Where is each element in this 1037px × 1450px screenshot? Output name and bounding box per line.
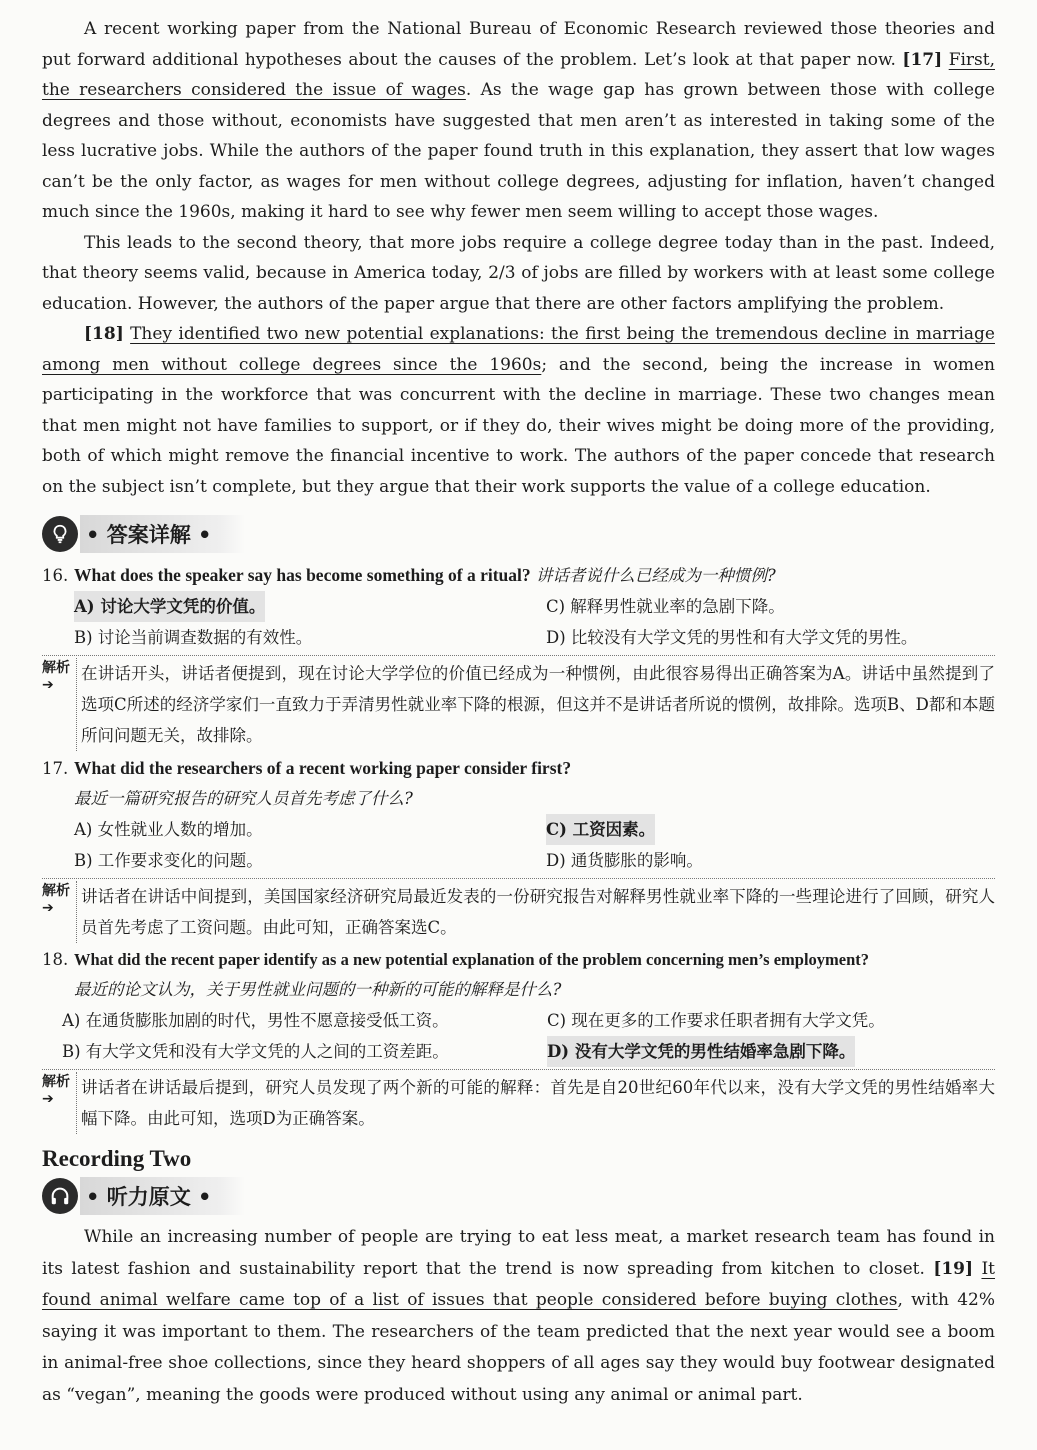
section-title: • 答案详解 •	[80, 515, 245, 553]
options-16	[42, 591, 995, 653]
analysis-text: 讲话者在讲话最后提到，研究人员发现了两个新的可能的解释：首先是自20世纪60年代以来，没有大学文凭的男性结婚率大幅下降。由此可知，选项D为正确答案。	[76, 1072, 995, 1134]
question-18	[42, 945, 995, 975]
analysis-label: 解析 ➔	[42, 660, 70, 693]
option-d: D) 比较没有大学文凭的男性和有大学文凭的男性。	[546, 628, 918, 647]
question-text-en: What did the researchers of a recent working paper consider first?	[74, 758, 572, 778]
option-a: A) 讨论大学文凭的价值。	[74, 591, 265, 622]
question-marker: [19]	[933, 1258, 974, 1279]
option-b: B) 工作要求变化的问题。	[74, 851, 263, 870]
question-17	[42, 753, 995, 784]
option-c: C) 工资因素。	[546, 814, 655, 845]
question-text-cn: 最近的论文认为，关于男性就业问题的一种新的可能的解释是什么?	[74, 980, 562, 999]
passage-paragraph-1	[42, 14, 995, 228]
answer-section-header	[42, 514, 995, 554]
question-marker: [17]	[902, 49, 943, 70]
analysis-16	[42, 655, 995, 751]
option-c: C) 解释男性就业率的急剧下降。	[546, 597, 785, 616]
question-16	[42, 560, 995, 591]
analysis-text: 讲话者在讲话中间提到，美国国家经济研究局最近发表的一份研究报告对解释男性就业率下降的一些理论进行了回顾，研究人员首先考虑了工资问题。由此可知，正确答案选C。	[76, 881, 995, 943]
option-a: A) 女性就业人数的增加。	[74, 820, 263, 839]
lightbulb-icon	[42, 516, 78, 552]
passage-paragraph-2: This leads to the second theory, that more jobs require a college degree today than in the past. Indeed, that theory seems valid, because in America today, 2/3 of jobs are filled by workers with at least some college education. However, the authors of the paper argue that there are other factors amplifying the problem.	[42, 232, 995, 314]
analysis-text: 在讲话开头，讲话者便提到，现在讨论大学学位的价值已经成为一种惯例，由此很容易得出正确答案为A。讲话中虽然提到了选项C所述的经济学家们一直致力于弄清男性就业率下降的根源，但这并不是讲话者所说的惯例，故排除。选项B、D都和本题所问问题无关，故排除。	[76, 658, 995, 751]
question-text-cn: 讲话者说什么已经成为一种惯例?	[535, 566, 776, 585]
section-title: • 听力原文 •	[80, 1177, 245, 1215]
text: . As the wage gap has grown between those with college degrees and those without, economists have suggested that men aren’t as interested in taking some of the less lucrative jobs. While the authors of the paper found truth in this explanation, they assert that low wages can’t be the only factor, as wages for men without college degrees, adjusting for inflation, haven’t changed much since the 1960s, making it hard to see why fewer men seem willing to accept those wages.	[42, 80, 995, 222]
text: While an increasing number of people are trying to eat less meat, a market research team has found in its latest fashion and sustainability report that the trend is now spreading from kitchen to closet.	[42, 1227, 995, 1279]
question-number: 18.	[42, 950, 69, 969]
option-b: B) 有大学文凭和没有大学文凭的人之间的工资差距。	[62, 1042, 449, 1061]
transcript-paragraph-1	[42, 1222, 995, 1411]
passage-paragraph-3	[42, 319, 995, 502]
question-text-en: What did the recent paper identify as a new potential explanation of the problem concerning men’s employment?	[74, 950, 870, 969]
transcript-section-header	[42, 1176, 995, 1216]
option-d: D) 通货膨胀的影响。	[546, 851, 703, 870]
underlined-text: They identified two new potential explanations: the first being the tremendous decline in marriage among men without college degrees since the 1960s	[42, 324, 995, 375]
question-text-en: What does the speaker say has become something of a ritual?	[74, 565, 531, 585]
options-17	[42, 814, 995, 876]
text: A recent working paper from the National Bureau of Economic Research reviewed those theories and put forward additional hypotheses about the causes of the problem. Let’s look at that paper now.	[42, 19, 995, 70]
analysis-17	[42, 878, 995, 943]
option-b: B) 讨论当前调查数据的有效性。	[74, 628, 313, 647]
question-text-cn: 最近一篇研究报告的研究人员首先考虑了什么?	[74, 789, 413, 808]
analysis-label: 解析 ➔	[42, 1074, 70, 1107]
options-18	[42, 1005, 995, 1067]
text: ; and the second, being the increase in women participating in the workforce that was concurrent with the decline in marriage. These two changes mean that men might not have families to support, or if they do, their wives might be doing more of the providing, both of which might remove the financial incentive to work. The authors of the paper concede that research on the subject isn’t complete, but they argue that their work supports the value of a college education.	[42, 354, 995, 497]
option-a: A) 在通货膨胀加剧的时代，男性不愿意接受低工资。	[62, 1011, 449, 1030]
text: , with 42% saying it was important to them. The researchers of the team predicted that the next year would see a boom in animal-free shoe collections, since they heard shoppers of all ages say they would buy footwear designated as “vegan”, meaning the goods were produced without using any animal or animal part.	[42, 1290, 995, 1405]
option-d: D) 没有大学文凭的男性结婚率急剧下降。	[547, 1036, 855, 1067]
recording-two-heading: Recording Two	[42, 1146, 192, 1171]
question-number: 16.	[42, 566, 69, 585]
option-c: C) 现在更多的工作要求任职者拥有大学文凭。	[547, 1011, 885, 1030]
analysis-label: 解析 ➔	[42, 883, 70, 916]
underlined-text: It found animal welfare came top of a list of issues that people considered before buying clothes	[42, 1258, 996, 1310]
underlined-text: First, the researchers considered the issue of wages	[42, 49, 996, 100]
question-number: 17.	[42, 759, 69, 778]
analysis-18	[42, 1069, 995, 1134]
headphones-icon	[42, 1178, 78, 1214]
question-marker: [18]	[84, 324, 124, 344]
